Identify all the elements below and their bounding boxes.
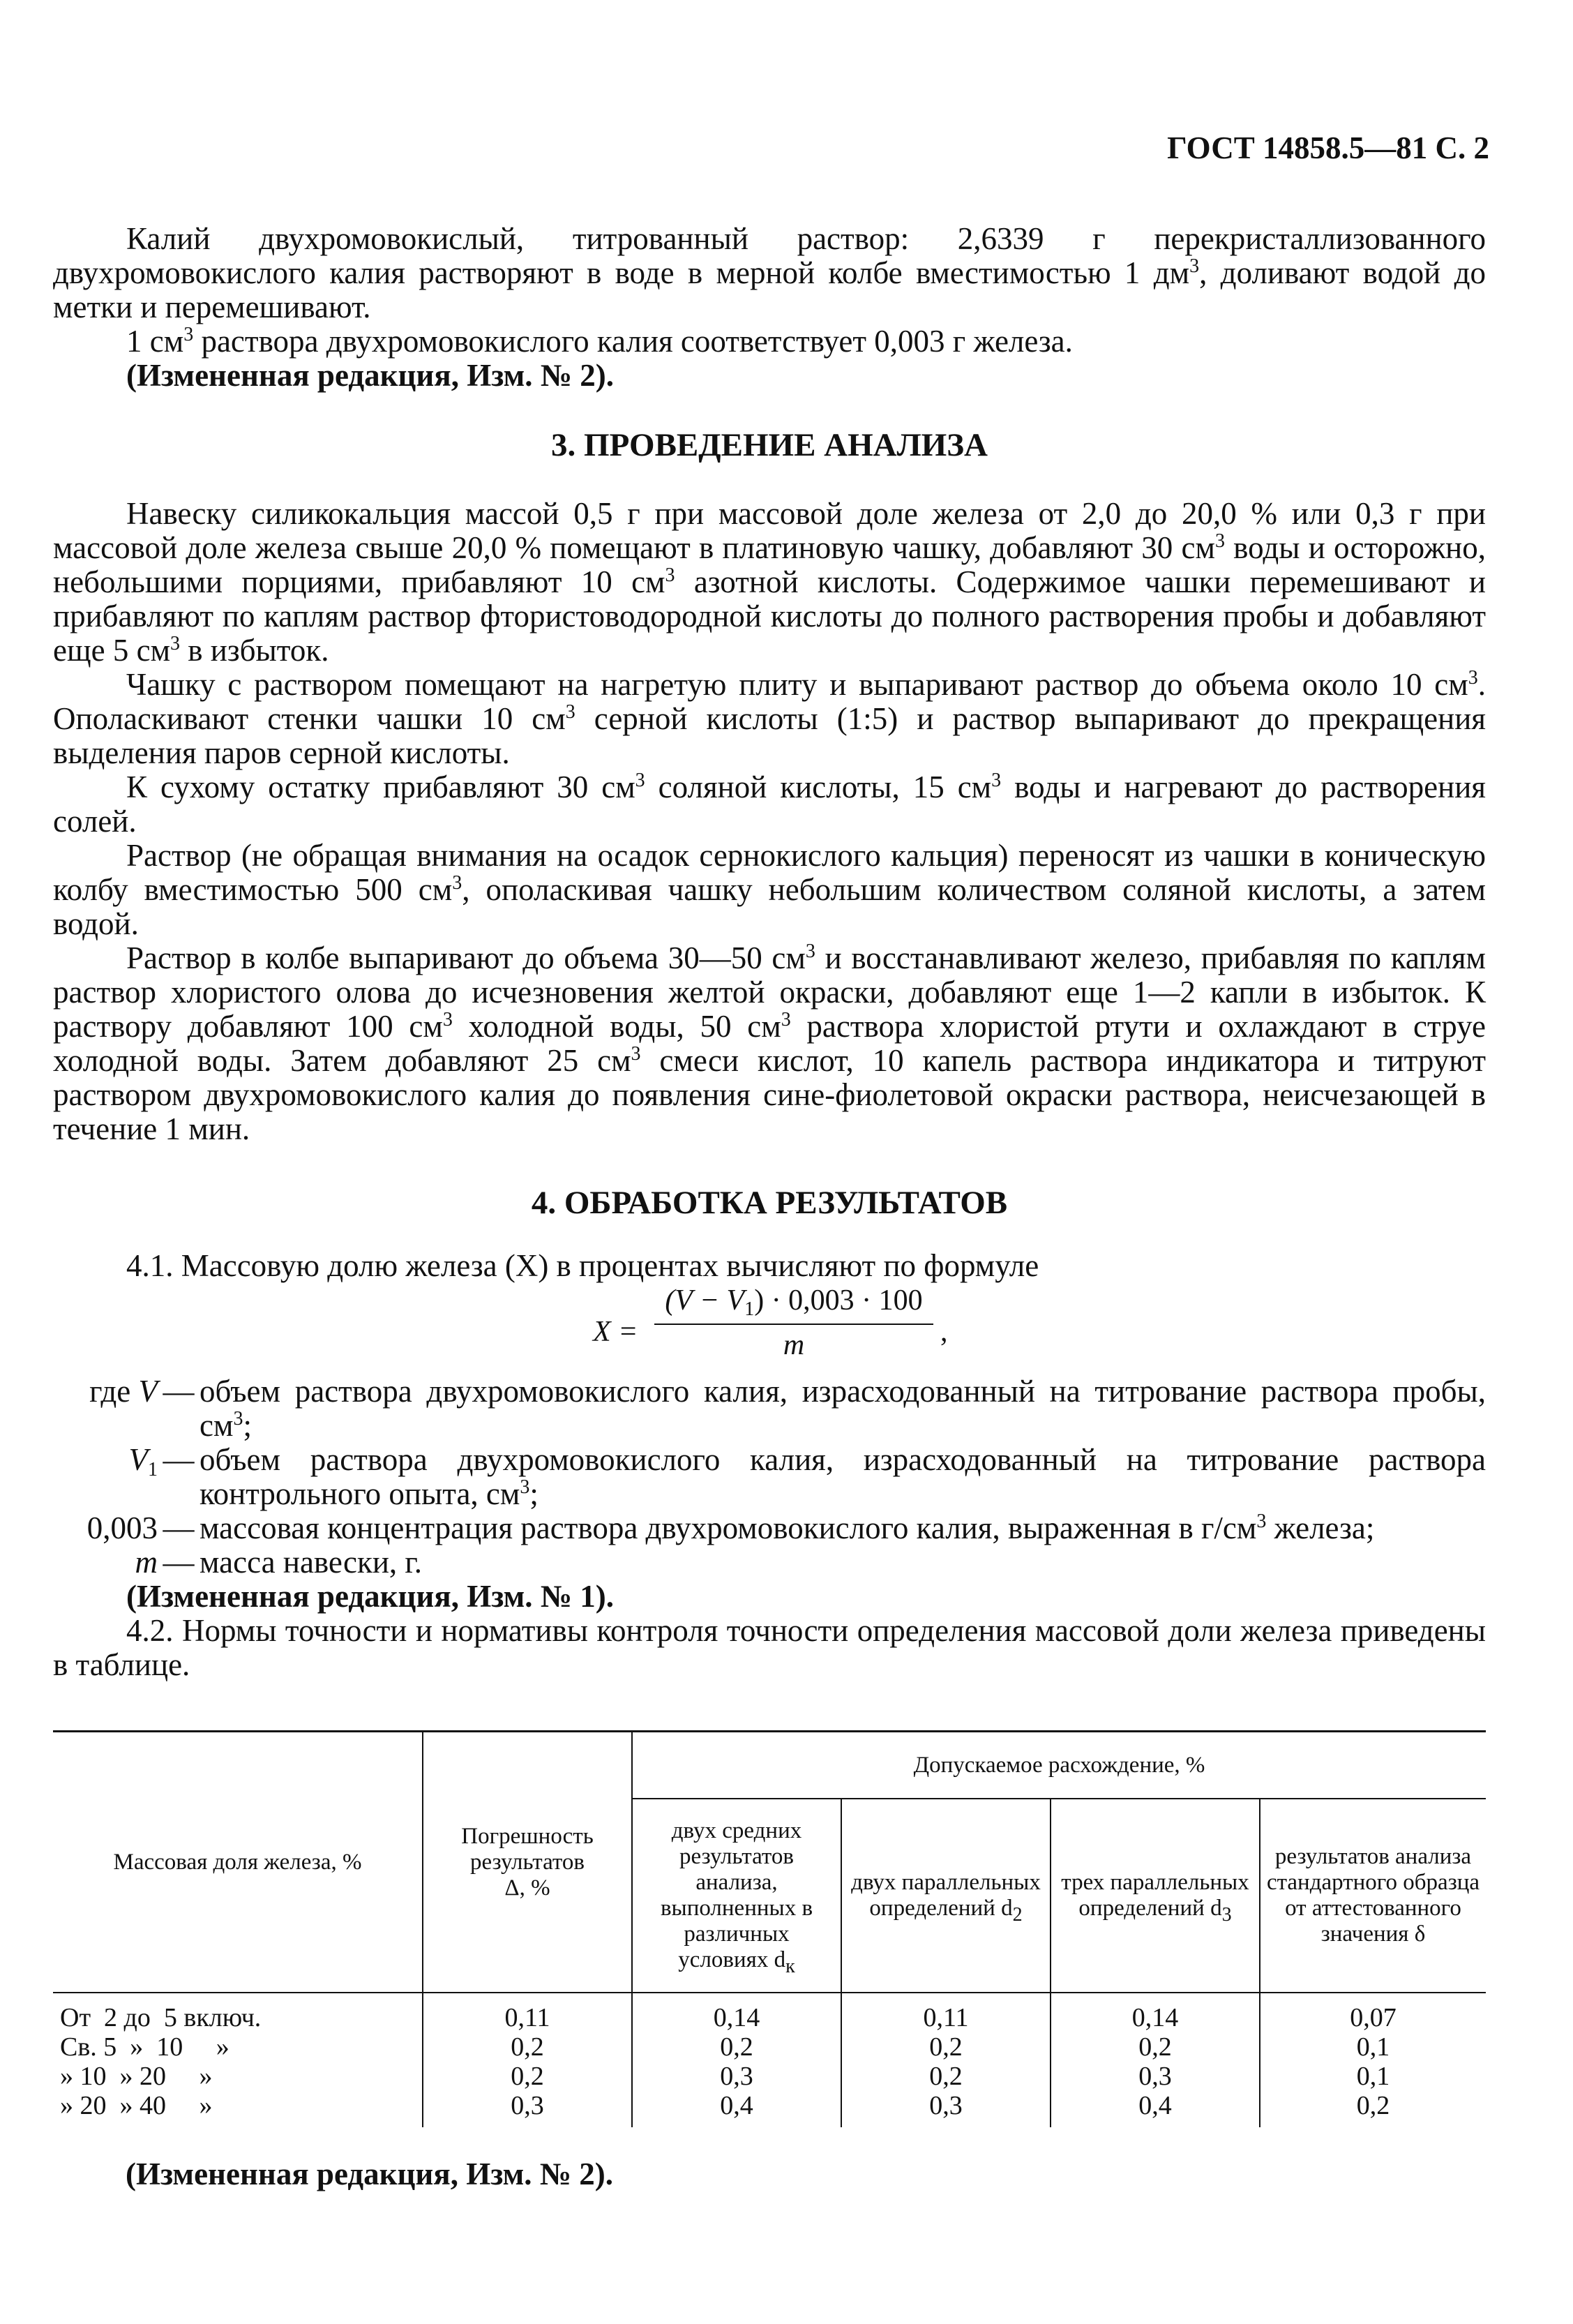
col-d3: трех параллельных определений $d_3$ [1051,1799,1260,1993]
col-delta: результатов анализа стандартного образца от аттестованного значения δ [1260,1799,1486,1993]
legend-row-v1: $V_1$ — объем раствора двухромовокислого калия, израсходованный на титрование раствора контрольного опыта, $см^3$; [128,1442,1486,1511]
s3-paragraph-1: Навеску силикокальция массой 0,5 г при массовой доле железа от 2,0 до 20,0 % или 0,3 г при массовой доле железа свыше 20,0 % помещают в платиновую чашку, добавляют 30 $см^3$ воды и осторожно, небольшими порциями, прибавляют 10 $см^3$ азотной кислоты. Содержимое чашки перемешивают и прибавляют по каплям раствор фтористоводородной кислоты до полного растворения пробы и добавляют еще 5 $см^3$ в избыток. [53,496,1486,668]
amendment-note-1: (Измененная редакция, Изм. № 1). [126,1579,615,1614]
amendment-note-2: (Измененная редакция, Изм. № 2). [126,2157,614,2191]
table-row: » 10 » 20 » 0,2 0,3 0,2 0,3 0,1 [53,2062,1486,2091]
page-header: ГОСТ 14858.5—81 С. 2 [1167,130,1489,165]
s3-paragraph-4: Раствор (не обращая внимания на осадок сернокислого кальция) переносят из чашки в коническую колбу вместимостью 500 $см^3$, ополаскивая чашку небольшим количеством соляной кислоты, а затем водой. [53,838,1487,941]
col-group-tolerance: Допускаемое расхождение, % [632,1732,1486,1799]
section-3-title: 3. ПРОВЕДЕНИЕ АНАЛИЗА [551,427,988,463]
formula-comma: , [940,1316,948,1348]
paragraph-reagent: Калий двухромовокислый, титрованный раствор: 2,6339 г перекристаллизованного двухромовокислого калия растворяют в воде в мерной колбе вместимостью 1 $дм^3$, доливают водой до метки и перемешивают. [53,221,1486,324]
table-row: Св. 5 » 10 » 0,2 0,2 0,2 0,2 0,1 [53,2032,1486,2062]
section-4-title: 4. ОБРАБОТКА РЕЗУЛЬТАТОВ [531,1185,1008,1221]
amendment-note: (Измененная редакция, Изм. № 2). [126,358,615,393]
formula-denominator: m [783,1329,805,1361]
iron-fraction-formula [593,1284,956,1374]
s41-paragraph: 4.1. Массовую долю железа (X) в процентах вычисляют по формуле [126,1248,1039,1283]
section-3-body [53,497,1486,1146]
legend-row-mass: m — масса навески, г. [135,1545,423,1580]
col-error: Погрешность результатов Δ, % [423,1732,632,1993]
body-text-top [53,222,1486,393]
s3-paragraph-3: К сухому остатку прибавляют 30 $см^3$ соляной кислоты, 15 $см^3$ воды и нагревают до растворения солей. [53,770,1486,839]
section-3 [53,428,1486,463]
paragraph-equivalence: 1 $см^3$ раствора двухромовокислого калия соответствует 0,003 г железа. [126,324,1073,359]
formula-numerator: $(V - V_1) \cdot 0,003 \cdot 100$ [665,1284,923,1320]
section-4 [53,1186,1486,1220]
table-row: От 2 до 5 включ. 0,11 0,14 0,11 0,14 0,07 [53,1993,1486,2032]
col-mass-fraction: Массовая доля железа, % [53,1732,423,1993]
section-4-intro [53,1249,1486,1283]
col-d2: двух параллельных определений $d_2$ [841,1799,1051,1993]
legend-row-v: где V — объем раствора двухромовокислого калия, израсходованный на титрование раствора пробы, $см^3$; [89,1374,1486,1443]
accuracy-table [53,1730,1486,2127]
s42-paragraph: 4.2. Нормы точности и нормативы контроля точности определения массовой доли железа приведены в таблице. [53,1613,1486,1682]
legend-row-concentration: 0,003 — массовая концентрация раствора двухромовокислого калия, выраженная в $г/см^3$ железа; [86,1510,1375,1545]
formula-lhs: X = [593,1316,638,1348]
s3-paragraph-5: Раствор в колбе выпаривают до объема 30—50 $см^3$ и восстанавливают железо, прибавляя по каплям раствор хлористого олова до исчезновения желтой окраски, добавляют еще 1—2 капли в избыток. К раствору добавляют 100 $см^3$ холодной воды, 50 $см^3$ раствора хлористой ртути и охлаждают в струе холодной воды. Затем добавляют 25 $см^3$ смеси кислот, 10 капель раствора индикатора и титруют раствором двухромовокислого калия до появления сине-фиолетовой окраски раствора, неисчезающей в течение 1 мин. [53,940,1487,1146]
table-row: » 20 » 40 » 0,3 0,4 0,3 0,4 0,2 [53,2091,1486,2127]
fraction-bar [654,1324,933,1325]
formula-legend [53,1374,1486,1682]
col-dk: двух средних результатов анализа, выполненных в различных условиях $d_к$ [632,1799,841,1993]
s3-paragraph-2: Чашку с раствором помещают на нагретую плиту и выпаривают раствор до объема около 10 $см^3$. Ополаскивают стенки чашки 10 $см^3$ серной кислоты (1:5) и раствор выпаривают до прекращения выделения паров серной кислоты. [53,667,1486,770]
